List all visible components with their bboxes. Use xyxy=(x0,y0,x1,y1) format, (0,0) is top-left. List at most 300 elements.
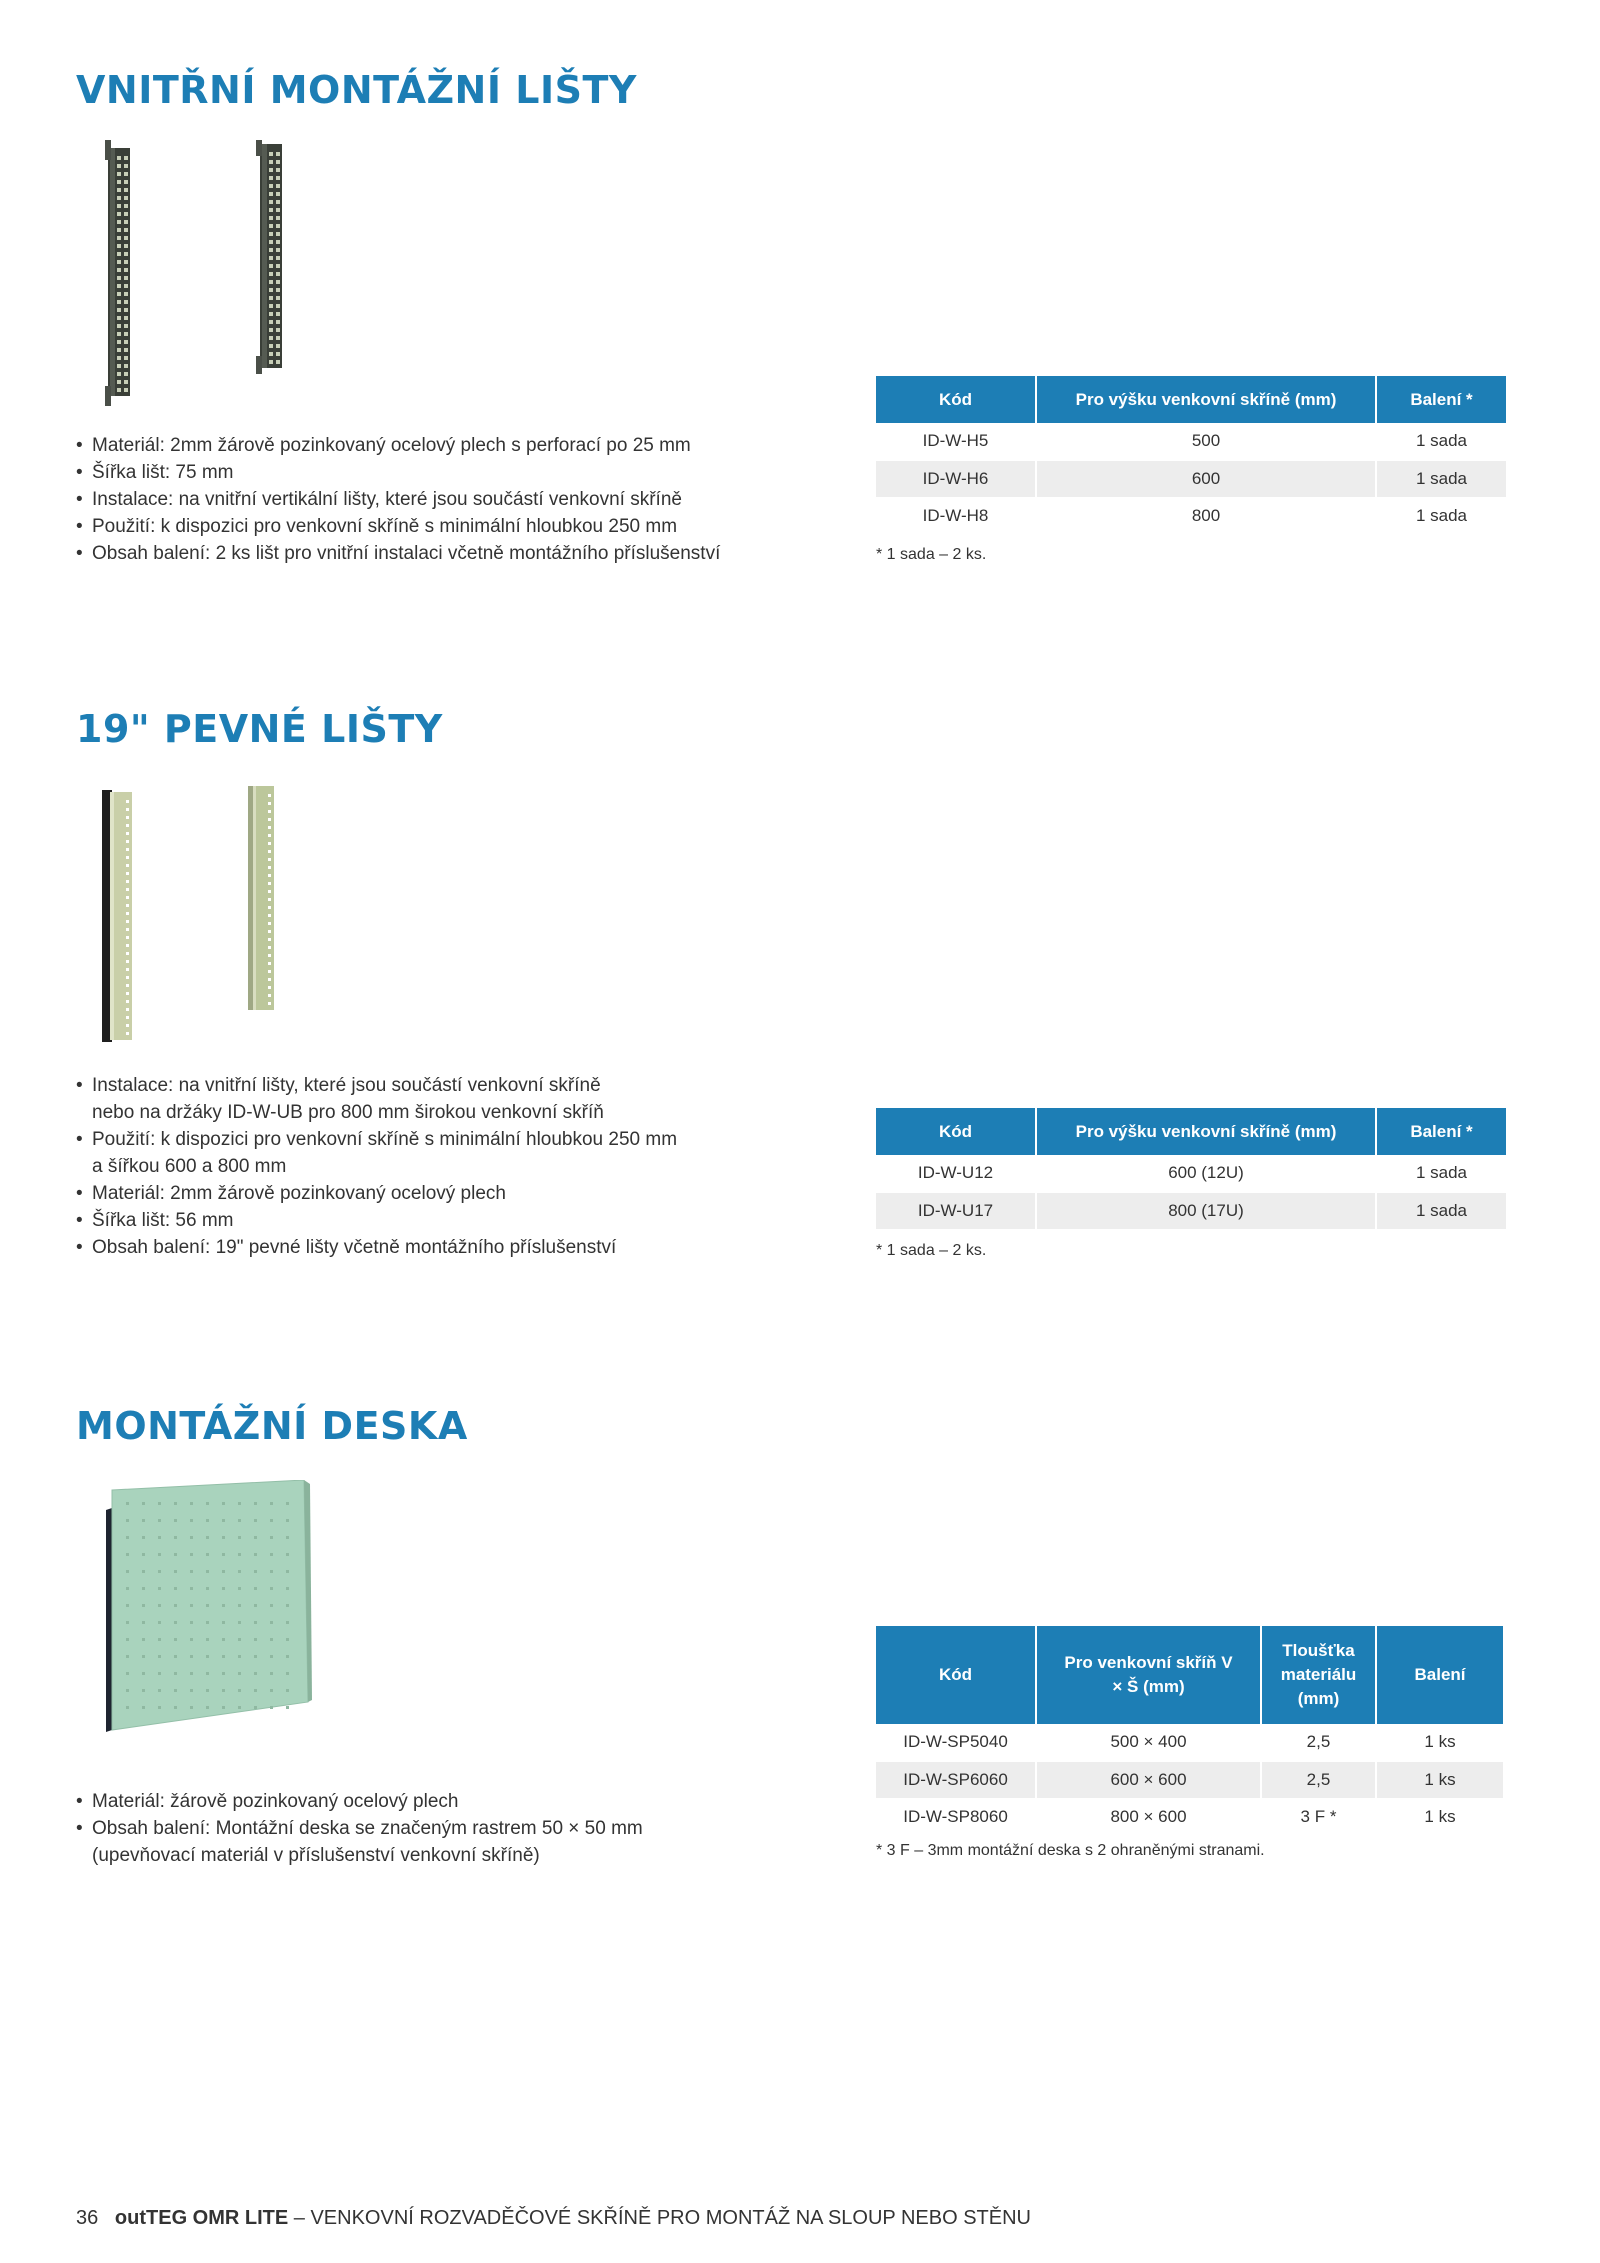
perforation-hole xyxy=(286,1706,289,1709)
perforation-hole xyxy=(126,1655,129,1658)
perforation-hole xyxy=(117,332,121,336)
perforation-hole xyxy=(270,1502,273,1505)
perforation-hole xyxy=(117,156,121,160)
perforation-hole xyxy=(124,340,128,344)
perforation-hole xyxy=(238,1689,241,1692)
perforation-hole xyxy=(238,1672,241,1675)
perforation-hole xyxy=(126,984,129,987)
perforation-hole xyxy=(269,176,273,180)
perforation-hole xyxy=(268,866,271,869)
perforation-hole xyxy=(126,920,129,923)
perforation-hole xyxy=(117,292,121,296)
perforation-hole xyxy=(126,1689,129,1692)
perforation-hole xyxy=(286,1621,289,1624)
perforation-hole xyxy=(124,212,128,216)
perforation-hole xyxy=(276,328,280,332)
perforation-hole xyxy=(269,200,273,204)
perforation-hole xyxy=(126,928,129,931)
perforation-hole xyxy=(126,1016,129,1019)
table-cell-package: 1 sada xyxy=(1376,460,1506,497)
table-cell-thickness: 2,5 xyxy=(1261,1724,1376,1761)
perforation-hole xyxy=(126,1519,129,1522)
table-row xyxy=(876,1761,1503,1798)
perforation-hole xyxy=(268,954,271,957)
perforation-hole xyxy=(124,356,128,360)
perforation-hole xyxy=(238,1587,241,1590)
perforation-hole xyxy=(238,1502,241,1505)
perforation-hole xyxy=(268,834,271,837)
perforation-hole xyxy=(124,380,128,384)
perforation-hole xyxy=(124,164,128,168)
perforation-hole xyxy=(126,1604,129,1607)
perforation-hole xyxy=(124,308,128,312)
perforation-hole xyxy=(270,1587,273,1590)
perforation-hole xyxy=(286,1587,289,1590)
footer-brand: outTEG OMR LITE xyxy=(114,2207,289,2229)
perforation-hole xyxy=(268,818,271,821)
perforation-hole xyxy=(126,816,129,819)
bullet-item-continuation: nebo na držáky ID-W-UB pro 800 mm širokou venkovní skříň xyxy=(92,1102,604,1123)
perforation-hole xyxy=(142,1621,145,1624)
perforation-hole xyxy=(206,1604,209,1607)
perforation-hole xyxy=(254,1570,257,1573)
perforation-hole xyxy=(174,1655,177,1658)
perforation-hole xyxy=(117,252,121,256)
perforation-hole xyxy=(190,1706,193,1709)
perforation-hole xyxy=(269,160,273,164)
perforation-hole xyxy=(206,1689,209,1692)
perforation-hole xyxy=(174,1638,177,1641)
perforation-hole xyxy=(276,352,280,356)
inner-rails-bullet-list xyxy=(76,432,720,567)
perforation-hole xyxy=(117,356,121,360)
perforation-hole xyxy=(268,938,271,941)
perforation-hole xyxy=(117,172,121,176)
bullet-item: • Instalace: na vnitřní lišty, které jsou součástí venkovní skříně xyxy=(76,1072,677,1099)
perforation-hole xyxy=(269,336,273,340)
table-cell-package: 1 ks xyxy=(1376,1798,1503,1835)
perforation-hole xyxy=(268,930,271,933)
perforation-hole xyxy=(270,1655,273,1658)
perforation-hole xyxy=(276,224,280,228)
perforation-hole xyxy=(222,1638,225,1641)
perforation-hole xyxy=(126,1553,129,1556)
perforation-hole xyxy=(126,992,129,995)
perforation-hole xyxy=(269,304,273,308)
perforation-hole xyxy=(190,1502,193,1505)
perforation-hole xyxy=(254,1672,257,1675)
perforation-hole xyxy=(222,1570,225,1573)
perforation-hole xyxy=(124,268,128,272)
perforation-hole xyxy=(117,300,121,304)
perforation-hole xyxy=(270,1604,273,1607)
perforation-hole xyxy=(268,922,271,925)
perforation-hole xyxy=(142,1587,145,1590)
perforation-hole xyxy=(190,1536,193,1539)
perforation-hole xyxy=(268,890,271,893)
perforation-hole xyxy=(268,906,271,909)
perforation-hole xyxy=(276,280,280,284)
perforation-hole xyxy=(268,842,271,845)
perforation-hole xyxy=(276,272,280,276)
table-header-height: Pro výšku venkovní skříně (mm) xyxy=(1036,1108,1376,1155)
perforation-hole xyxy=(190,1638,193,1641)
table-cell-height: 600 (12U) xyxy=(1036,1155,1376,1192)
mounting-plate-footnote: * 3 F – 3mm montážní deska s 2 ohraněnými stranami. xyxy=(876,1842,1265,1859)
perforation-hole xyxy=(117,372,121,376)
perforation-hole xyxy=(270,1638,273,1641)
perforation-hole xyxy=(158,1570,161,1573)
table-cell-package: 1 sada xyxy=(1376,1155,1506,1192)
perforation-hole xyxy=(124,364,128,368)
perforation-hole xyxy=(276,304,280,308)
perforation-hole xyxy=(124,196,128,200)
inner-rails-photo xyxy=(100,140,300,410)
perforation-hole xyxy=(270,1689,273,1692)
perforation-hole xyxy=(222,1689,225,1692)
perforation-hole xyxy=(124,188,128,192)
perforation-hole xyxy=(270,1570,273,1573)
perforation-hole xyxy=(126,840,129,843)
perforation-hole xyxy=(268,826,271,829)
perforation-hole xyxy=(117,260,121,264)
table-cell-package: 1 sada xyxy=(1376,423,1506,460)
perforation-hole xyxy=(142,1570,145,1573)
perforation-hole xyxy=(270,1536,273,1539)
perforation-hole xyxy=(117,316,121,320)
perforation-hole xyxy=(126,936,129,939)
perforation-hole xyxy=(286,1672,289,1675)
header-cabinet-size-text: Pro venkovní skříň V × Š (mm) xyxy=(1064,1653,1233,1696)
table-cell-code: ID-W-U17 xyxy=(876,1192,1036,1229)
perforation-hole xyxy=(174,1502,177,1505)
perforation-hole xyxy=(238,1621,241,1624)
perforation-hole xyxy=(117,308,121,312)
perforation-hole xyxy=(268,802,271,805)
perforation-hole xyxy=(126,960,129,963)
perforation-hole xyxy=(206,1638,209,1641)
perforation-hole xyxy=(269,280,273,284)
perforation-hole xyxy=(238,1570,241,1573)
perforation-hole xyxy=(174,1587,177,1590)
perforation-hole xyxy=(126,904,129,907)
table-cell-height: 600 xyxy=(1036,460,1376,497)
perforation-hole xyxy=(124,300,128,304)
perforation-hole xyxy=(117,276,121,280)
perforation-hole xyxy=(158,1587,161,1590)
perforation-hole xyxy=(276,296,280,300)
perforation-hole xyxy=(222,1502,225,1505)
perforation-hole xyxy=(174,1570,177,1573)
perforation-hole xyxy=(158,1519,161,1522)
perforation-hole xyxy=(269,224,273,228)
perforation-hole xyxy=(268,794,271,797)
perforation-hole xyxy=(276,184,280,188)
table-cell-height: 800 xyxy=(1036,497,1376,534)
perforation-hole xyxy=(269,352,273,356)
perforation-hole xyxy=(206,1553,209,1556)
table-header-package: Balení xyxy=(1376,1626,1503,1724)
perforation-hole xyxy=(276,264,280,268)
perforation-hole xyxy=(117,348,121,352)
perforation-hole xyxy=(206,1502,209,1505)
perforation-hole xyxy=(268,986,271,989)
table-header-code: Kód xyxy=(876,376,1036,423)
perforation-hole xyxy=(276,216,280,220)
bullet-item: • Šířka lišt: 75 mm xyxy=(76,459,720,486)
perforation-hole xyxy=(190,1604,193,1607)
table-cell-code: ID-W-SP8060 xyxy=(876,1798,1036,1835)
perforation-hole xyxy=(269,248,273,252)
perforation-hole xyxy=(126,968,129,971)
perforation-hole xyxy=(286,1519,289,1522)
perforation-hole xyxy=(190,1587,193,1590)
perforation-hole xyxy=(269,240,273,244)
perforation-hole xyxy=(142,1604,145,1607)
perforation-hole xyxy=(124,332,128,336)
perforation-hole xyxy=(254,1553,257,1556)
perforation-hole xyxy=(126,1587,129,1590)
perforation-hole xyxy=(117,196,121,200)
perforation-hole xyxy=(276,168,280,172)
table-row xyxy=(876,497,1506,534)
perforation-hole xyxy=(190,1672,193,1675)
perforation-hole xyxy=(124,228,128,232)
perforation-hole xyxy=(190,1553,193,1556)
bullet-item: • Obsah balení: 2 ks lišt pro vnitřní instalaci včetně montážního příslušenství xyxy=(76,540,720,567)
perforation-hole xyxy=(124,180,128,184)
header-thickness-text: Tloušťka materiálu (mm) xyxy=(1280,1641,1357,1708)
table-cell-thickness: 3 F * xyxy=(1261,1798,1376,1835)
mounting-plate-bullet-list xyxy=(76,1788,643,1869)
perforation-hole xyxy=(270,1621,273,1624)
mounting-plate-table xyxy=(876,1626,1503,1836)
perforation-hole xyxy=(117,228,121,232)
table-cell-package: 1 sada xyxy=(1376,497,1506,534)
perforation-hole xyxy=(222,1604,225,1607)
perforation-hole xyxy=(158,1553,161,1556)
19-rails-bullet-list xyxy=(76,1072,677,1261)
perforation-hole xyxy=(158,1621,161,1624)
table-row xyxy=(876,423,1506,460)
perforation-hole xyxy=(124,244,128,248)
perforation-hole xyxy=(268,914,271,917)
perforation-hole xyxy=(124,260,128,264)
perforation-hole xyxy=(269,168,273,172)
section-title-19-rails: 19" PEVNÉ LIŠTY xyxy=(76,707,443,751)
table-header-code: Kód xyxy=(876,1108,1036,1155)
perforation-hole xyxy=(117,268,121,272)
perforation-hole xyxy=(269,152,273,156)
perforation-hole xyxy=(126,1032,129,1035)
perforation-hole xyxy=(206,1655,209,1658)
table-cell-code: ID-W-U12 xyxy=(876,1155,1036,1192)
perforation-hole xyxy=(269,184,273,188)
perforation-hole xyxy=(142,1502,145,1505)
perforation-hole xyxy=(117,284,121,288)
perforation-hole xyxy=(268,1002,271,1005)
perforation-hole xyxy=(117,180,121,184)
perforation-hole xyxy=(126,952,129,955)
perforation-hole xyxy=(126,872,129,875)
perforation-hole xyxy=(286,1655,289,1658)
perforation-hole xyxy=(124,388,128,392)
perforation-hole xyxy=(206,1519,209,1522)
table-cell-code: ID-W-H5 xyxy=(876,423,1036,460)
table-cell-height: 800 (17U) xyxy=(1036,1192,1376,1229)
perforation-hole xyxy=(269,264,273,268)
perforation-hole xyxy=(286,1553,289,1556)
perforation-hole xyxy=(276,152,280,156)
perforation-hole xyxy=(238,1655,241,1658)
perforation-hole xyxy=(117,340,121,344)
perforation-hole xyxy=(174,1689,177,1692)
perforation-hole xyxy=(270,1672,273,1675)
bullet-item: • Obsah balení: Montážní deska se značeným rastrem 50 × 50 mm xyxy=(76,1815,643,1842)
perforation-hole xyxy=(222,1621,225,1624)
bullet-item: • Použití: k dispozici pro venkovní skříně s minimální hloubkou 250 mm xyxy=(76,513,720,540)
table-cell-thickness: 2,5 xyxy=(1261,1761,1376,1798)
perforation-hole xyxy=(286,1604,289,1607)
perforation-hole xyxy=(126,1502,129,1505)
perforation-hole xyxy=(158,1536,161,1539)
perforation-hole xyxy=(142,1655,145,1658)
table-row xyxy=(876,1724,1503,1761)
perforation-hole xyxy=(268,978,271,981)
perforation-hole xyxy=(276,232,280,236)
perforation-hole xyxy=(206,1706,209,1709)
perforation-hole xyxy=(238,1638,241,1641)
perforation-hole xyxy=(276,336,280,340)
bullet-item: • Šířka lišt: 56 mm xyxy=(76,1207,677,1234)
perforation-hole xyxy=(126,1621,129,1624)
perforation-hole xyxy=(206,1536,209,1539)
perforation-hole xyxy=(286,1502,289,1505)
perforation-hole xyxy=(222,1587,225,1590)
perforation-hole xyxy=(206,1570,209,1573)
perforation-hole xyxy=(276,208,280,212)
perforation-hole xyxy=(117,244,121,248)
table-header-thickness xyxy=(1261,1626,1376,1724)
table-cell-size: 500 × 400 xyxy=(1036,1724,1261,1761)
perforation-hole xyxy=(254,1689,257,1692)
perforation-hole xyxy=(254,1621,257,1624)
table-row xyxy=(876,1155,1506,1192)
mounting-plate-photo xyxy=(104,1480,314,1742)
perforation-hole xyxy=(268,970,271,973)
perforation-hole xyxy=(254,1706,257,1709)
footer-text: – VENKOVNÍ ROZVADĚČOVÉ SKŘÍNĚ PRO MONTÁŽ NA SLOUP NEBO STĚNU xyxy=(288,2207,1031,2229)
table-header-package: Balení * xyxy=(1376,376,1506,423)
perforation-hole xyxy=(158,1689,161,1692)
perforation-hole xyxy=(254,1519,257,1522)
perforation-hole xyxy=(117,204,121,208)
perforation-hole xyxy=(158,1672,161,1675)
19-inch-rails-photo xyxy=(96,780,296,1050)
table-row xyxy=(876,460,1506,497)
perforation-hole xyxy=(276,344,280,348)
perforation-hole xyxy=(117,220,121,224)
perforation-hole xyxy=(222,1536,225,1539)
perforation-hole xyxy=(190,1621,193,1624)
perforation-hole xyxy=(276,248,280,252)
bullet-item: • Instalace: na vnitřní vertikální lišty, které jsou součástí venkovní skříně xyxy=(76,486,720,513)
bullet-item: • Obsah balení: 19" pevné lišty včetně montážního příslušenství xyxy=(76,1234,677,1261)
perforation-hole xyxy=(238,1553,241,1556)
perforation-hole xyxy=(276,192,280,196)
perforation-hole xyxy=(126,864,129,867)
perforation-hole xyxy=(276,200,280,204)
perforation-hole xyxy=(268,850,271,853)
perforation-hole xyxy=(142,1536,145,1539)
perforation-hole xyxy=(269,312,273,316)
table-cell-code: ID-W-H8 xyxy=(876,497,1036,534)
perforation-hole xyxy=(124,236,128,240)
table-row xyxy=(876,1798,1503,1835)
perforation-hole xyxy=(158,1502,161,1505)
table-cell-code: ID-W-H6 xyxy=(876,460,1036,497)
perforation-hole xyxy=(276,176,280,180)
perforation-hole xyxy=(174,1519,177,1522)
bullet-item-continuation: (upevňovací materiál v příslušenství venkovní skříně) xyxy=(92,1845,540,1866)
perforation-hole xyxy=(124,220,128,224)
perforation-hole xyxy=(238,1536,241,1539)
perforation-hole xyxy=(158,1706,161,1709)
perforation-hole xyxy=(158,1604,161,1607)
perforation-hole xyxy=(286,1638,289,1641)
perforation-hole xyxy=(276,288,280,292)
perforation-hole xyxy=(126,976,129,979)
perforation-hole xyxy=(254,1536,257,1539)
perforation-hole xyxy=(124,252,128,256)
perforation-hole xyxy=(126,1570,129,1573)
table-header-cabinet-size xyxy=(1036,1626,1261,1724)
perforation-hole xyxy=(126,1672,129,1675)
perforation-hole xyxy=(124,284,128,288)
perforation-hole xyxy=(126,1000,129,1003)
perforation-hole xyxy=(117,324,121,328)
inner-rails-footnote: * 1 sada – 2 ks. xyxy=(876,546,987,563)
perforation-hole xyxy=(174,1604,177,1607)
perforation-hole xyxy=(222,1672,225,1675)
perforation-hole xyxy=(126,888,129,891)
perforation-hole xyxy=(126,832,129,835)
perforation-hole xyxy=(269,216,273,220)
perforation-hole xyxy=(269,328,273,332)
19-rails-table xyxy=(876,1108,1506,1230)
perforation-hole xyxy=(124,316,128,320)
perforation-hole xyxy=(126,880,129,883)
perforation-hole xyxy=(124,292,128,296)
perforation-hole xyxy=(269,320,273,324)
perforation-hole xyxy=(124,172,128,176)
table-header-code: Kód xyxy=(876,1626,1036,1724)
table-cell-package: 1 ks xyxy=(1376,1724,1503,1761)
perforation-hole xyxy=(238,1706,241,1709)
table-cell-code: ID-W-SP6060 xyxy=(876,1761,1036,1798)
perforation-hole xyxy=(124,204,128,208)
perforation-hole xyxy=(269,192,273,196)
perforation-hole xyxy=(276,256,280,260)
perforation-hole xyxy=(276,360,280,364)
perforation-hole xyxy=(268,946,271,949)
perforation-hole xyxy=(117,164,121,168)
perforation-hole xyxy=(190,1655,193,1658)
perforation-hole xyxy=(269,208,273,212)
perforation-hole xyxy=(276,312,280,316)
perforation-hole xyxy=(117,364,121,368)
perforation-hole xyxy=(254,1587,257,1590)
